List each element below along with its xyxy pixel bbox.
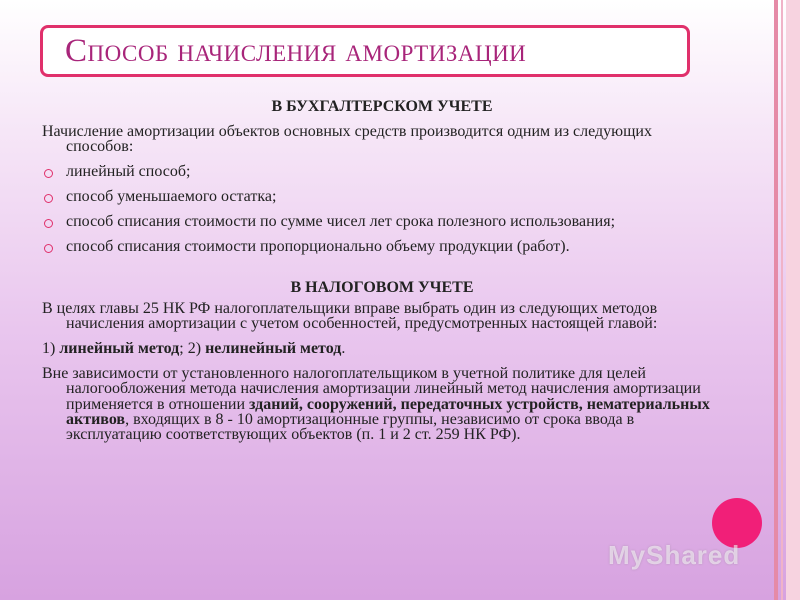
tax-final-paragraph: Вне зависимости от установленного налогоплательщиком в учетной политике для целей налогообложения метода начисления амортизации линейный метод начисления амортизации применяется в отношении зданий, сооружений, передаточных устройств, нематериальных активов, входящих в 8 - 10 амортизационные группы, независимо от срока ввода в эксплуатацию соответствующих объектов (п. 1 и 2 ст. 259 НК РФ). [42, 365, 710, 444]
section-heading-tax: В НАЛОГОВОМ УЧЕТЕ [290, 279, 474, 296]
list-item: способ списания стоимости по сумме чисел лет срока полезного использования; [42, 214, 722, 230]
watermark-logo: MyShared [608, 540, 741, 570]
section-heading-accounting: В БУХГАЛТЕРСКОМ УЧЕТЕ [271, 98, 493, 115]
slide-content [42, 98, 722, 442]
tax-methods: 1) линейный метод; 2) нелинейный метод. [42, 340, 346, 357]
bullet-icon [44, 194, 53, 203]
slide-title: Способ начисления амортизации [65, 32, 527, 69]
linear-method: линейный метод [59, 340, 180, 357]
list-item: способ уменьшаемого остатка; [42, 189, 722, 205]
nonlinear-method: нелинейный метод [205, 340, 342, 357]
list-item: способ списания стоимости пропорционально объему продукции (работ). [42, 239, 722, 255]
bullet-icon [44, 169, 53, 178]
right-decor-stripe [774, 0, 778, 600]
accounting-methods-list [42, 164, 722, 255]
asset-types: зданий, сооружений, передаточных устройств, нематериальных активов [66, 395, 710, 428]
bullet-icon [44, 219, 53, 228]
right-decor-stripe-thin [781, 0, 783, 600]
list-item: линейный способ; [42, 164, 722, 180]
bullet-icon [44, 244, 53, 253]
accounting-intro: Начисление амортизации объектов основных средств производится одним из следующих способов: [42, 123, 652, 155]
title-box [40, 25, 690, 77]
tax-intro: В целях главы 25 НК РФ налогоплательщики вправе выбрать один из следующих методов начисления амортизации с учетом особенностей, предусмотренных настоящей главой: [42, 300, 658, 332]
right-decor-band [786, 0, 800, 600]
